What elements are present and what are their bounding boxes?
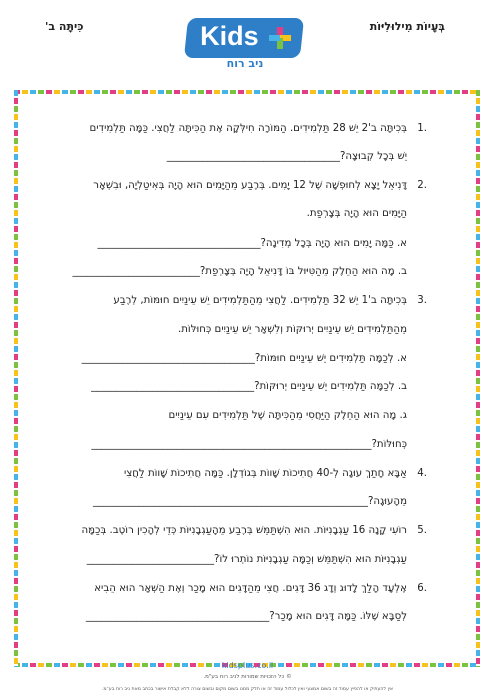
footer-legal: אין להעתיק או להפיץ עמוד זה בשום אמצעי ואין לכלול עמוד זה או חלק ממנו בשום מקום ובשום צורה ללא קבלת אישור בכתב מאת ניב רוח בע"מ. <box>101 687 394 692</box>
answer-line: ב. לְכַמָּה תַּלְמִידִים יֵשׁ עֵינַיִים יְרוּקּוֹת?________________________________ <box>91 381 407 392</box>
footer-copyright: © כל הזכויות שמורות לניב רוח בע"מ. <box>203 674 292 680</box>
question-number: 2. <box>417 180 427 191</box>
question-line: הַיָּמִים הוּא הָיָה בְּצָרְפַת. <box>306 208 407 219</box>
kids-logo <box>184 18 304 58</box>
question-line: ג. מָה הוּא הַחֵלֶק הַיַּחֲסִי מֵהַכִּיתָּה שֶׁל תַּלְמִידִים עִם עֵינַיִים <box>168 410 407 421</box>
question-number: 6. <box>417 583 427 594</box>
answer-line: לְסַבָּא שֶׁלּוֹ. כַּמָּה דָּגִים הוּא מָכַר?____________________________________ <box>85 611 407 622</box>
frame-right <box>476 90 480 667</box>
footer-url: kidsplus.co.il <box>221 661 274 670</box>
question-number: 4. <box>417 468 427 479</box>
frame-top <box>14 90 480 94</box>
question-number: 3. <box>417 295 427 306</box>
question-line: בְּכִיתָּה ב'2 יֵשׁ 28 תַּלְמִידִים. הַמּוֹרָה חִילְּקָה אֶת הַכִּיתָּה לַחֲצִי. כַּמָּה תַּלְמִידִים <box>89 123 407 134</box>
question-line: דָּנִיאֵל יָצָא לְחוּפְשָׁה שֶׁל 12 יָמִים. בְּרֶבַע מֵהַיָּמִים הוּא הָיָה בְּאִיטַלְיָה, וּבִשְׁאָר <box>93 180 407 191</box>
question-number: 1. <box>417 123 427 134</box>
question-line: מֵהַתַּלְמִידִים יֵשׁ עֵינַיִים יְרוּקּוֹת וְלִשְׁאָר יֵשׁ עֵינַיִים כְּחוּלּוֹת. <box>178 324 407 335</box>
logo-subtitle: ניב רוח <box>226 57 264 70</box>
logo-text: Kids <box>200 21 259 51</box>
answer-line: מֵהָעוּגָה?______________________________________________________ <box>92 496 407 507</box>
worksheet-title: בְּעָיוֹת מִילוּלִיּוֹת <box>369 20 445 33</box>
grade-label: כִּיתָּה ב' <box>45 20 84 33</box>
answer-line: יֵשׁ בְּכָל קְבוּצָה?__________________________________ <box>166 151 407 162</box>
answer-line: א. כַּמָּה יָמִים הוּא הָיָה בְּכָל מְדִינָה?________________________________ <box>97 238 407 249</box>
question-line: רוֹעִי קָנָה 16 עַגְבָנִיּוֹת. הוּא הִשְׁתַּמֵּשׁ בְּרֶבַע מֵהָעַגְבָנִיּוֹת כְּדֵי לְהָכִין רוֹטֶב. בְּכַמָּה <box>81 525 407 536</box>
answer-line: א. לְכַמָּה תַּלְמִידִים יֵשׁ עֵינַיִים חוּמּוֹת?__________________________________ <box>81 353 407 364</box>
answer-line: כְּחוּלּוֹת?_______________________________________________________ <box>91 439 407 450</box>
question-line: אֶלְעָד הָלַךְ לָדוּג וְדָג 36 דָּגִים. חֲצִי מֵהַדָּגִים הוּא מָכַר וְאֶת הַשְּׁאָר הוּא הֵבִיא <box>94 583 407 594</box>
dotted-frame <box>14 90 480 667</box>
question-line: אַבָּא חָתַךְ עוּגָה לְ-40 חֲתִיכוֹת שָׁווֹת בְּגוֹדְלָן. כַּמָּה חֲתִיכוֹת שָׁווֹת לַחֲצִי <box>123 468 407 479</box>
answer-line: ב. מָה הוּא הַחֵלֶק מֵהַטִּיּוּל בּוֹ דָּנִיאֵל הָיָה בְּצָרְפַת?_________________________ <box>72 266 407 277</box>
question-line: בְּכִיתָּה ב'1 יֵשׁ 32 תַּלְמִידִים. לַחֲצִי מֵהַתַּלְמִידִים יֵשׁ עֵינַיִים חוּמּוֹת, לְרֶבַע <box>113 295 407 306</box>
answer-line: עַגְבָנִיּוֹת הוּא הִשְׁתַּמֵּשׁ וְכַמָּה עַגְבָנִיּוֹת נוֹתְרוּ לוֹ?_________________________ <box>86 554 407 565</box>
plus-icon <box>269 27 291 49</box>
frame-left <box>14 90 18 667</box>
question-number: 5. <box>417 525 427 536</box>
